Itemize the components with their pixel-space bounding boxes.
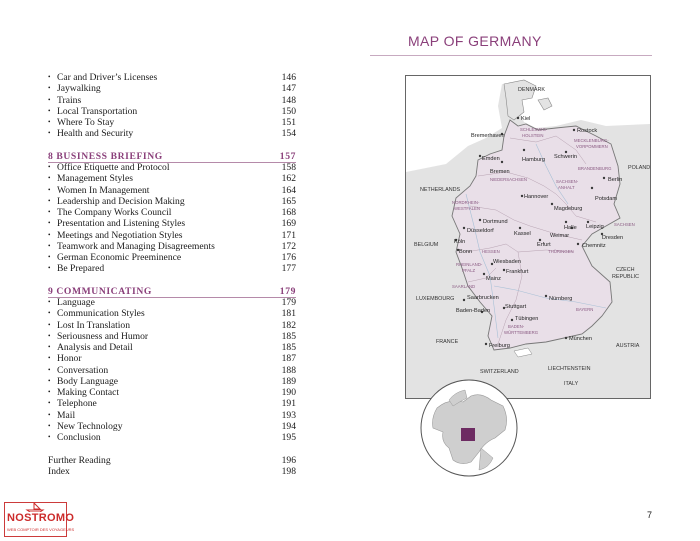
state-label: ANHALT [558, 185, 575, 190]
toc-entry [48, 128, 296, 139]
bullet: • [48, 365, 51, 374]
city-label-schwerin: Schwerin [554, 154, 578, 160]
state-label: SACHSEN- [556, 179, 579, 184]
city-dot [551, 203, 553, 205]
toc-entry-page: 179 [281, 297, 296, 308]
state-label: BADEN- [508, 324, 525, 329]
city-dot [479, 219, 481, 221]
state-label: VORPOMMERN [576, 144, 608, 149]
state-label: NIEDERSACHSEN [490, 177, 528, 182]
section-heading-page: 179 [279, 285, 296, 297]
state-label: MECKLENBURG- [574, 138, 609, 143]
country-label-republic: REPUBLIC [612, 274, 639, 280]
city-dot [539, 239, 541, 241]
map-title: MAP OF GERMANY [408, 33, 542, 49]
toc-entry-label: Office Etiquette and Protocol [57, 162, 170, 173]
city-label-kiel: Kiel [521, 116, 531, 122]
state-label: PFALZ [462, 268, 476, 273]
toc-entry-label: Language [57, 297, 95, 308]
bullet: • [48, 410, 51, 419]
toc-entry-page: 172 [281, 240, 296, 252]
toc-entry [48, 297, 296, 308]
toc-entry-page: 150 [281, 105, 296, 117]
toc-entry-page: 151 [281, 117, 296, 128]
city-label-bremerhaven: Bremerhaven [471, 133, 505, 139]
city-label-erfurt: Erfurt [537, 242, 551, 248]
toc-entry [48, 263, 296, 274]
city-label-emden: Emden [482, 156, 500, 162]
city-label-magdeburg: Magdeburg [554, 206, 583, 212]
toc-entry-page: 191 [281, 398, 296, 410]
toc-entry-page: 165 [281, 195, 296, 207]
city-dot [501, 161, 503, 163]
city-label-koeln: Köln [454, 239, 466, 245]
toc-entry-page: 154 [281, 128, 296, 140]
city-label-freiburg: Freiburg [489, 343, 510, 349]
state-label: SAARLAND [452, 284, 476, 289]
toc-entry-label: Analysis and Detail [57, 342, 133, 353]
city-dot [565, 337, 567, 339]
city-label-dortmund: Dortmund [483, 219, 508, 225]
city-label-chemnitz: Chemnitz [582, 243, 606, 249]
city-dot [517, 117, 519, 119]
city-label-muenchen: München [569, 336, 593, 342]
toc-entry-page: 177 [281, 263, 296, 275]
toc-entry [48, 252, 296, 263]
toc-entry-page: 185 [281, 330, 296, 342]
toc-entry [48, 342, 296, 353]
toc-entry [48, 387, 296, 398]
city-label-weimar: Weimar [550, 233, 570, 239]
toc-entry-label: Conclusion [57, 432, 101, 443]
bullet: • [48, 174, 51, 183]
state-label: WÜRTTEMBERG [504, 330, 539, 335]
city-dot [565, 151, 567, 153]
toc-entry [48, 196, 296, 207]
toc-entry-label: Women In Management [57, 184, 150, 196]
city-label-halle: Halle [564, 225, 577, 231]
bullet: • [48, 118, 51, 126]
city-label-hamburg: Hamburg [522, 157, 546, 163]
state-label: SCHLESWIG- [520, 127, 548, 132]
toc-entry-page: 168 [281, 207, 296, 218]
toc-entry-label: Making Contact [57, 387, 120, 398]
city-label-duesseldorf: Düsseldorf [467, 228, 494, 234]
watermark-brand: NOSTROMO [7, 512, 75, 524]
bullet: • [48, 253, 51, 261]
state-label: BRANDENBURG [578, 166, 612, 171]
country-label-france: FRANCE [436, 339, 459, 345]
bullet: • [48, 298, 51, 306]
toc-entry-label: German Economic Preeminence [57, 252, 182, 263]
toc-entry [48, 218, 296, 229]
toc-entry-page: 147 [281, 83, 296, 95]
bullet: • [48, 433, 51, 441]
country-label-poland: POLAND [628, 165, 650, 171]
state-label: BAYERN [576, 307, 594, 312]
bullet: • [48, 399, 51, 408]
toc-entry-label: Meetings and Negotiation Styles [57, 229, 183, 241]
bullet: • [48, 163, 51, 171]
country-label-italy: ITALY [564, 381, 579, 387]
section-heading-label: 9 COMMUNICATING [48, 285, 152, 297]
toc-entry-page: 162 [281, 173, 296, 185]
city-dot [463, 299, 465, 301]
city-dot [545, 295, 547, 297]
toc-entry [48, 432, 296, 443]
bullet: • [48, 343, 51, 351]
toc-entry [48, 230, 296, 241]
city-label-kassel: Kassel [514, 231, 531, 237]
section-heading-page: 157 [279, 150, 296, 162]
toc-entry [48, 72, 296, 83]
toc-entry-page: 181 [281, 308, 296, 320]
city-label-dresden: Dresden [602, 235, 624, 241]
toc-entry-label: Lost In Translation [57, 319, 131, 331]
page-number: 7 [647, 510, 653, 520]
city-label-stuttgart: Stuttgart [505, 304, 527, 310]
country-label-denmark: DENMARK [518, 87, 545, 93]
toc-entry [48, 376, 296, 387]
toc-entry-label: Telephone [57, 398, 97, 410]
toc-entry [48, 331, 296, 342]
toc-entry-label: Communication Styles [57, 308, 145, 320]
table-of-contents [48, 72, 296, 477]
bullet: • [48, 185, 51, 194]
toc-entry-label: Health and Security [57, 128, 134, 140]
watermark-logo [4, 502, 75, 537]
bullet: • [48, 388, 51, 396]
toc-entry-page: 193 [281, 409, 296, 421]
toc-entry [48, 241, 296, 252]
bullet: • [48, 84, 51, 93]
toc-entry-page: 164 [281, 184, 296, 196]
toc-entry-label: Presentation and Listening Styles [57, 218, 186, 230]
city-dot [521, 195, 523, 197]
toc-entry [48, 83, 296, 94]
toc-entry [48, 173, 296, 184]
toc-entry-page: 187 [281, 353, 296, 365]
city-label-hannover: Hannover [524, 194, 549, 200]
city-label-bremen: Bremen [490, 169, 510, 175]
city-label-tuebingen: Tübingen [515, 316, 539, 322]
toc-entry-label: Where To Stay [57, 117, 115, 128]
city-dot [479, 155, 481, 157]
country-label-netherlands: NETHERLANDS [420, 187, 461, 193]
toc-entry-label: New Technology [57, 420, 123, 432]
bullet: • [48, 354, 51, 363]
germany-map [405, 75, 651, 399]
toc-entry-page: 171 [281, 229, 296, 241]
bullet: • [48, 230, 51, 239]
toc-entry-page: 182 [281, 319, 296, 331]
toc-entry-label: Be Prepared [57, 263, 105, 275]
watermark-tagline: WEB COMPTOIR DES VOYAGEURS [7, 527, 75, 532]
section-heading-communicating [48, 286, 296, 297]
toc-entry [48, 410, 296, 421]
city-dot [587, 221, 589, 223]
bullet: • [48, 376, 51, 385]
country-label-czech: CZECH [616, 267, 635, 273]
bullet: • [48, 309, 51, 318]
city-label-nuernberg: Nürnberg [549, 296, 573, 302]
city-label-berlin: Berlin [608, 177, 623, 183]
state-label: NORDRHEIN- [452, 200, 480, 205]
toc-entry-page: 194 [281, 420, 296, 432]
toc-entry-label: Local Transportation [57, 105, 138, 117]
toc-entry-index [48, 466, 296, 477]
city-dot [463, 227, 465, 229]
city-dot [519, 227, 521, 229]
bullet: • [48, 219, 51, 228]
bullet: • [48, 129, 51, 138]
toc-entry [48, 320, 296, 331]
toc-entry-label: Index [48, 465, 70, 477]
bullet: • [48, 421, 51, 430]
toc-entry [48, 185, 296, 196]
state-label: THÜRINGEN [548, 249, 574, 254]
toc-entry [48, 365, 296, 376]
bullet: • [48, 331, 51, 340]
toc-entry-label: The Company Works Council [57, 207, 172, 218]
city-dot [483, 273, 485, 275]
germany-highlight [461, 428, 475, 441]
state-label: HOLSTEIN [522, 133, 544, 138]
bullet: • [48, 73, 51, 81]
city-dot [591, 187, 593, 189]
title-divider [370, 55, 652, 56]
state-label: WESTFALEN [454, 206, 481, 211]
country-label-austria: AUSTRIA [616, 343, 640, 349]
state-label: RHEINLAND- [456, 262, 483, 267]
city-dot [511, 319, 513, 321]
toc-entry [48, 353, 296, 364]
toc-entry [48, 421, 296, 432]
toc-entry-label: Car and Driver’s Licenses [57, 72, 158, 83]
toc-entry-label: Trains [57, 94, 82, 106]
bullet: • [48, 196, 51, 205]
lake-constance [514, 348, 532, 357]
toc-entry [48, 398, 296, 409]
toc-entry-page: 158 [281, 162, 296, 173]
toc-entry-label: Further Reading [48, 454, 111, 466]
city-label-leipzig: Leipzig [586, 224, 604, 230]
toc-entry-page: 169 [281, 218, 296, 230]
city-dot [503, 269, 505, 271]
toc-entry-page: 176 [281, 252, 296, 263]
city-dot [573, 129, 575, 131]
toc-entry-label: Mail [57, 409, 76, 421]
toc-entry-page: 196 [281, 454, 296, 466]
city-dot [577, 243, 579, 245]
bullet: • [48, 95, 51, 104]
toc-entry-page: 148 [281, 94, 296, 106]
bullet: • [48, 241, 51, 250]
bullet: • [48, 106, 51, 115]
toc-entry-page: 190 [281, 387, 296, 398]
locator-globe [419, 378, 519, 478]
bullet: • [48, 264, 51, 273]
toc-entry-label: Body Language [57, 375, 119, 387]
city-dot [603, 177, 605, 179]
country-label-liechtenstein: LIECHTENSTEIN [548, 366, 591, 372]
toc-entry-further-reading [48, 455, 296, 466]
toc-entry-page: 195 [281, 432, 296, 443]
state-label: SACHSEN [614, 222, 635, 227]
toc-entry [48, 106, 296, 117]
toc-entry-label: Teamwork and Managing Disagreements [57, 240, 215, 252]
section-heading-label: 8 BUSINESS BRIEFING [48, 150, 163, 162]
toc-entry-label: Conversation [57, 364, 109, 376]
state-label: HESSEN [482, 249, 500, 254]
city-dot [485, 343, 487, 345]
toc-entry-page: 146 [281, 72, 296, 83]
city-label-saarbruecken: Saarbrucken [467, 295, 499, 301]
country-label-luxembourg: LUXEMBOURG [416, 296, 455, 302]
toc-entry-page: 185 [281, 342, 296, 353]
city-label-wiesbaden: Wiesbaden [493, 259, 521, 265]
city-label-badenbaden: Baden-Baden [456, 308, 491, 314]
toc-entry-page: 188 [281, 364, 296, 376]
toc-entry-page: 189 [281, 375, 296, 387]
city-label-potsdam: Potsdam [595, 196, 618, 202]
city-dot [523, 149, 525, 151]
toc-entry [48, 162, 296, 173]
toc-entry-label: Seriousness and Humor [57, 330, 149, 342]
toc-entry-label: Honor [57, 353, 82, 365]
toc-entry-label: Jaywalking [57, 83, 101, 95]
country-label-switzerland: SWITZERLAND [480, 369, 519, 375]
toc-entry-page: 198 [281, 465, 296, 477]
section-heading-business-briefing [48, 151, 296, 162]
city-label-mainz: Mainz [486, 276, 501, 282]
toc-entry [48, 308, 296, 319]
city-dot [565, 221, 567, 223]
bullet: • [48, 208, 51, 216]
toc-entry [48, 95, 296, 106]
country-label-belgium: BELGIUM [414, 242, 439, 248]
ship-icon [25, 502, 45, 512]
toc-entry [48, 207, 296, 218]
city-label-frankfurt: Frankfurt [506, 269, 529, 275]
city-label-bonn: Bonn [459, 249, 473, 255]
city-label-rostock: Rostock [577, 128, 598, 134]
toc-entry-label: Management Styles [57, 173, 133, 185]
toc-entry [48, 117, 296, 128]
toc-entry-label: Leadership and Decision Making [57, 195, 185, 207]
bullet: • [48, 320, 51, 329]
